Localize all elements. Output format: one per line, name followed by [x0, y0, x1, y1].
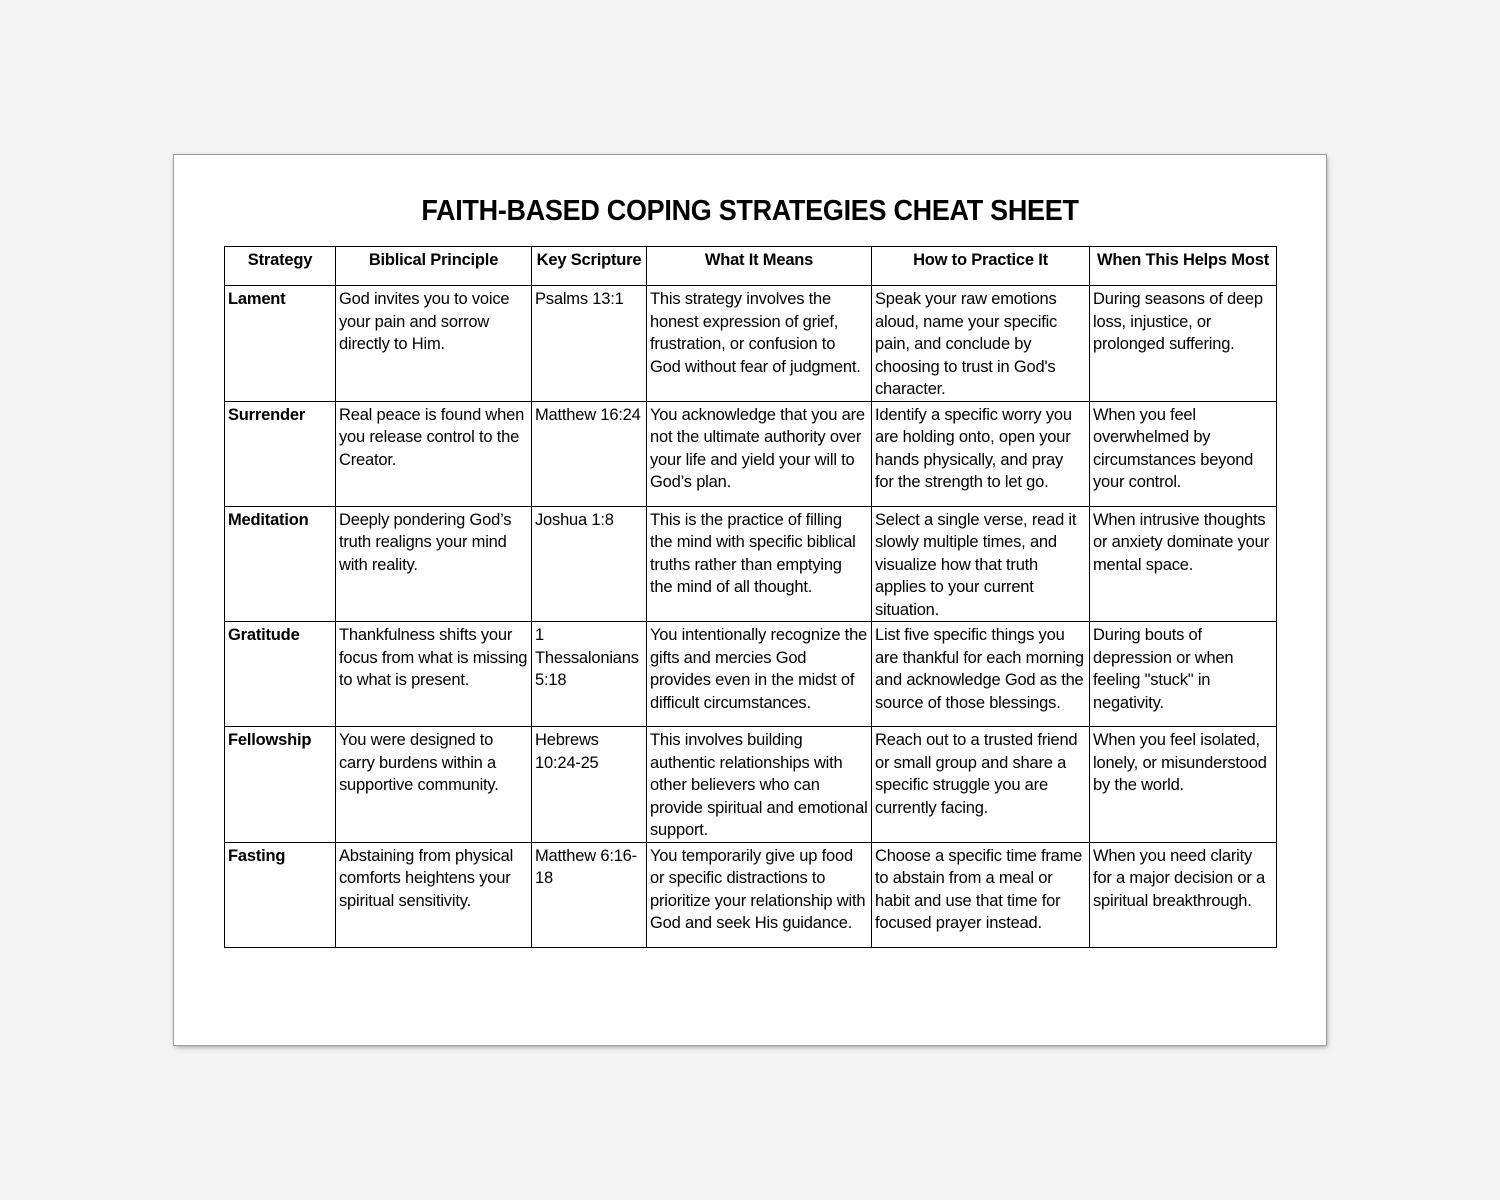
cell-practice: Reach out to a trusted friend or small group and share a specific struggle you are currently facing. — [872, 727, 1090, 843]
cell-strategy: Fasting — [225, 842, 336, 947]
cell-meaning: You temporarily give up food or specific distractions to prioritize your relationship with God and seek His guidance. — [647, 842, 872, 947]
strategies-table — [224, 246, 1277, 948]
cell-meaning: This involves building authentic relationships with other believers who can provide spiritual and emotional support. — [647, 727, 872, 843]
cell-helps: During seasons of deep loss, injustice, or prolonged suffering. — [1090, 286, 1277, 402]
cell-scripture: 1 Thessalonians 5:18 — [532, 622, 647, 727]
cheat-sheet-page — [174, 155, 1326, 1045]
cell-strategy: Fellowship — [225, 727, 336, 843]
header-when-helps-most: When This Helps Most — [1090, 247, 1277, 286]
cell-scripture: Hebrews 10:24-25 — [532, 727, 647, 843]
cell-principle: Thankfulness shifts your focus from what is missing to what is present. — [336, 622, 532, 727]
cell-scripture: Psalms 13:1 — [532, 286, 647, 402]
cell-meaning: You intentionally recognize the gifts and mercies God provides even in the midst of difficult circumstances. — [647, 622, 872, 727]
header-key-scripture: Key Scripture — [532, 247, 647, 286]
cell-strategy: Surrender — [225, 401, 336, 506]
cell-scripture: Matthew 16:24 — [532, 401, 647, 506]
cell-practice: Select a single verse, read it slowly multiple times, and visualize how that truth applies to your current situation. — [872, 506, 1090, 622]
cell-strategy: Meditation — [225, 506, 336, 622]
cell-practice: Choose a specific time frame to abstain from a meal or habit and use that time for focused prayer instead. — [872, 842, 1090, 947]
cell-meaning: You acknowledge that you are not the ultimate authority over your life and yield your will to God’s plan. — [647, 401, 872, 506]
header-strategy: Strategy — [225, 247, 336, 286]
cell-meaning: This strategy involves the honest expression of grief, frustration, or confusion to God without fear of judgment. — [647, 286, 872, 402]
table-row — [225, 401, 1277, 506]
table-row — [225, 286, 1277, 402]
cell-principle: Abstaining from physical comforts heightens your spiritual sensitivity. — [336, 842, 532, 947]
cell-scripture: Matthew 6:16-18 — [532, 842, 647, 947]
cell-helps: When you feel isolated, lonely, or misunderstood by the world. — [1090, 727, 1277, 843]
cell-helps: During bouts of depression or when feeling "stuck" in negativity. — [1090, 622, 1277, 727]
cell-meaning: This is the practice of filling the mind with specific biblical truths rather than emptying the mind of all thought. — [647, 506, 872, 622]
cell-strategy: Lament — [225, 286, 336, 402]
cell-principle: You were designed to carry burdens within a supportive community. — [336, 727, 532, 843]
cell-helps: When you feel overwhelmed by circumstances beyond your control. — [1090, 401, 1277, 506]
cell-practice: Speak your raw emotions aloud, name your specific pain, and conclude by choosing to trust in God's character. — [872, 286, 1090, 402]
header-what-it-means: What It Means — [647, 247, 872, 286]
table-header-row — [225, 247, 1277, 286]
cell-strategy: Gratitude — [225, 622, 336, 727]
cell-principle: Real peace is found when you release control to the Creator. — [336, 401, 532, 506]
page-title: FAITH-BASED COPING STRATEGIES CHEAT SHEET — [421, 195, 1079, 227]
cell-helps: When intrusive thoughts or anxiety dominate your mental space. — [1090, 506, 1277, 622]
table-row — [225, 506, 1277, 622]
header-biblical-principle: Biblical Principle — [336, 247, 532, 286]
cell-helps: When you need clarity for a major decision or a spiritual breakthrough. — [1090, 842, 1277, 947]
table-row — [225, 727, 1277, 843]
header-how-to-practice: How to Practice It — [872, 247, 1090, 286]
cell-practice: Identify a specific worry you are holding onto, open your hands physically, and pray for the strength to let go. — [872, 401, 1090, 506]
table-row — [225, 842, 1277, 947]
cell-principle: Deeply pondering God’s truth realigns your mind with reality. — [336, 506, 532, 622]
cell-practice: List five specific things you are thankful for each morning and acknowledge God as the source of those blessings. — [872, 622, 1090, 727]
cell-principle: God invites you to voice your pain and sorrow directly to Him. — [336, 286, 532, 402]
cell-scripture: Joshua 1:8 — [532, 506, 647, 622]
table-row — [225, 622, 1277, 727]
